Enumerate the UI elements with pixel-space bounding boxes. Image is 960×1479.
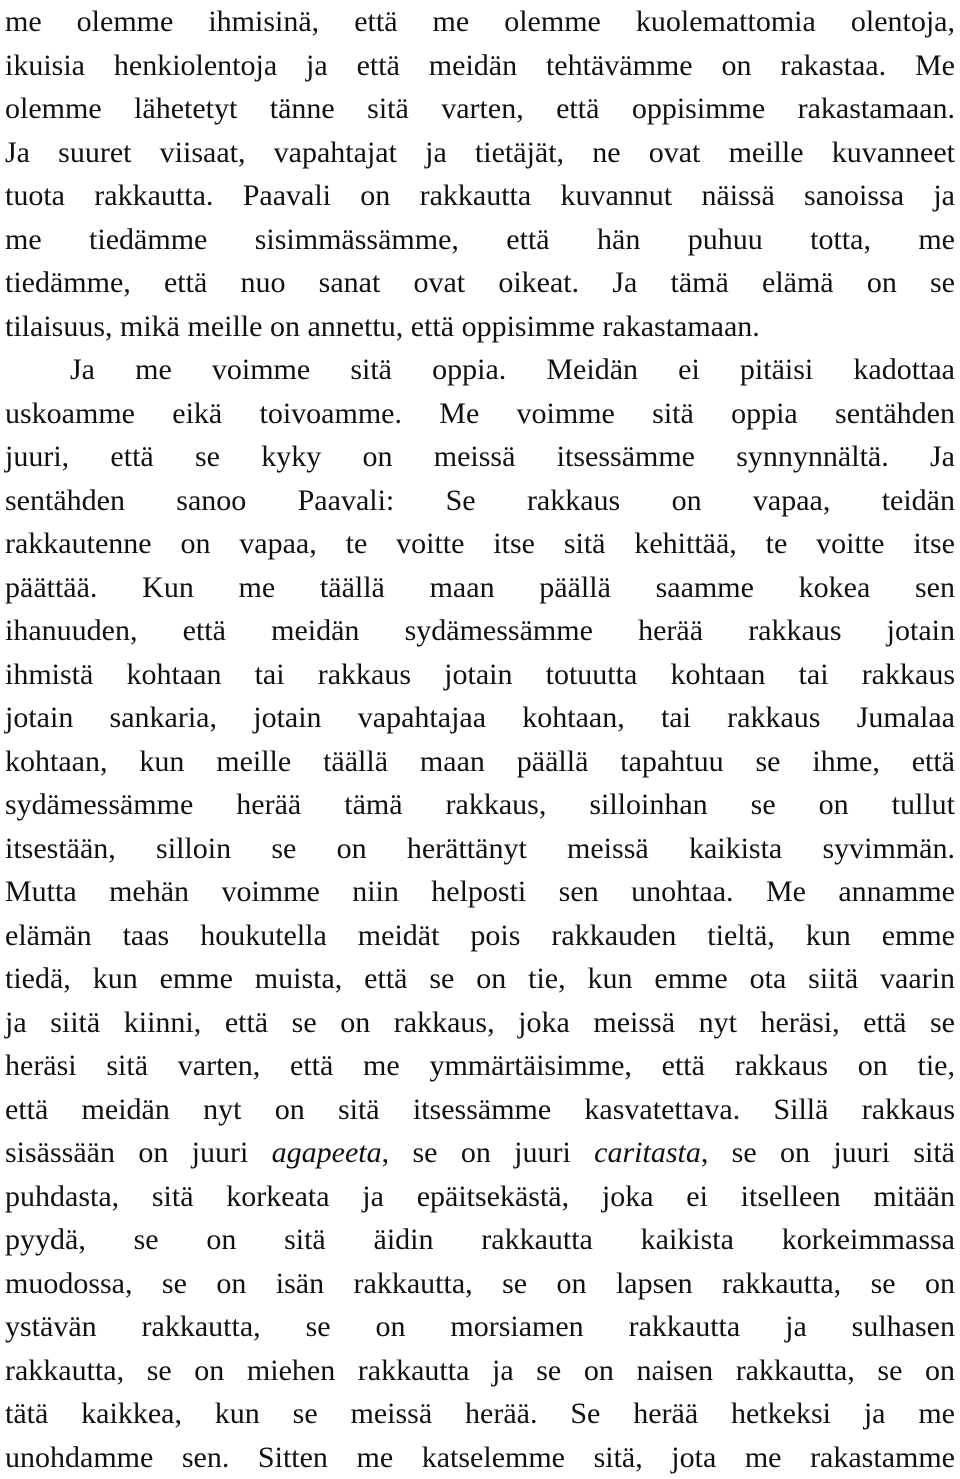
- text-line: sydämessämme herää tämä rakkaus, silloinhan se on tullut: [5, 783, 955, 827]
- text-line: [5, 348, 955, 392]
- text-line: itsestään, silloin se on herättänyt meissä kaikista syvimmän.: [5, 827, 955, 871]
- italic-term-caritasta: caritasta: [594, 1136, 701, 1169]
- text-line: puhdasta, sitä korkeata ja epäitsekästä, joka ei itselleen mitään: [5, 1175, 955, 1219]
- text-line: me olemme ihmisinä, että me olemme kuolemattomia olentoja,: [5, 0, 955, 44]
- text-line: että meidän nyt on sitä itsessämme kasvatettava. Sillä rakkaus: [5, 1088, 955, 1132]
- italic-term-agapeeta: agapeeta: [272, 1136, 382, 1169]
- text-line: uskoamme eikä toivoamme. Me voimme sitä oppia sentähden: [5, 392, 955, 436]
- text-line-content: Ja me voimme sitä oppia. Meidän ei pitäisi kadottaa: [70, 353, 955, 386]
- text-segment: , se on juuri sitä: [701, 1136, 955, 1169]
- text-line: jotain sankaria, jotain vapahtajaa kohtaan, tai rakkaus Jumalaa: [5, 696, 955, 740]
- text-line: Ja suuret viisaat, vapahtajat ja tietäjät, ne ovat meille kuvanneet: [5, 131, 955, 175]
- text-line: ikuisia henkiolentoja ja että meidän tehtävämme on rakastaa. Me: [5, 44, 955, 88]
- text-segment: , se on juuri: [382, 1136, 595, 1169]
- text-line: tuota rakkautta. Paavali on rakkautta kuvannut näissä sanoissa ja: [5, 174, 955, 218]
- text-line: tiedämme, että nuo sanat ovat oikeat. Ja tämä elämä on se: [5, 261, 955, 305]
- text-line: Mutta mehän voimme niin helposti sen unohtaa. Me annamme: [5, 870, 955, 914]
- text-line: juuri, että se kyky on meissä itsessämme synnynnältä. Ja: [5, 435, 955, 479]
- text-line: ja siitä kiinni, että se on rakkaus, joka meissä nyt heräsi, että se: [5, 1001, 955, 1045]
- text-line: ihanuuden, että meidän sydämessämme herää rakkaus jotain: [5, 609, 955, 653]
- text-line: pyydä, se on sitä äidin rakkautta kaikista korkeimmassa: [5, 1218, 955, 1262]
- text-line: muodossa, se on isän rakkautta, se on lapsen rakkautta, se on: [5, 1262, 955, 1306]
- text-line: heräsi sitä varten, että me ymmärtäisimme, että rakkaus on tie,: [5, 1044, 955, 1088]
- text-line: ihmistä kohtaan tai rakkaus jotain totuutta kohtaan tai rakkaus: [5, 653, 955, 697]
- text-line: olemme lähetetyt tänne sitä varten, että oppisimme rakastamaan.: [5, 87, 955, 131]
- text-line: elämän taas houkutella meidät pois rakkauden tieltä, kun emme: [5, 914, 955, 958]
- text-line: kohtaan, kun meille täällä maan päällä tapahtuu se ihme, että: [5, 740, 955, 784]
- text-line: unohdamme sen. Sitten me katselemme sitä, jota me rakastamme: [5, 1436, 955, 1479]
- text-line: rakkautenne on vapaa, te voitte itse sitä kehittää, te voitte itse: [5, 522, 955, 566]
- text-line: sentähden sanoo Paavali: Se rakkaus on vapaa, teidän: [5, 479, 955, 523]
- text-line: päättää. Kun me täällä maan päällä saamme kokea sen: [5, 566, 955, 610]
- text-line: tiedä, kun emme muista, että se on tie, kun emme ota siitä vaarin: [5, 957, 955, 1001]
- text-line: me tiedämme sisimmässämme, että hän puhuu totta, me: [5, 218, 955, 262]
- text-segment: sisässään on juuri: [5, 1136, 272, 1169]
- text-line: ystävän rakkautta, se on morsiamen rakkautta ja sulhasen: [5, 1305, 955, 1349]
- text-line: tilaisuus, mikä meille on annettu, että oppisimme rakastamaan.: [5, 305, 955, 349]
- text-line: tätä kaikkea, kun se meissä herää. Se herää hetkeksi ja me: [5, 1392, 955, 1436]
- text-line-with-italics: [5, 1131, 955, 1175]
- text-line: rakkautta, se on miehen rakkautta ja se on naisen rakkautta, se on: [5, 1349, 955, 1393]
